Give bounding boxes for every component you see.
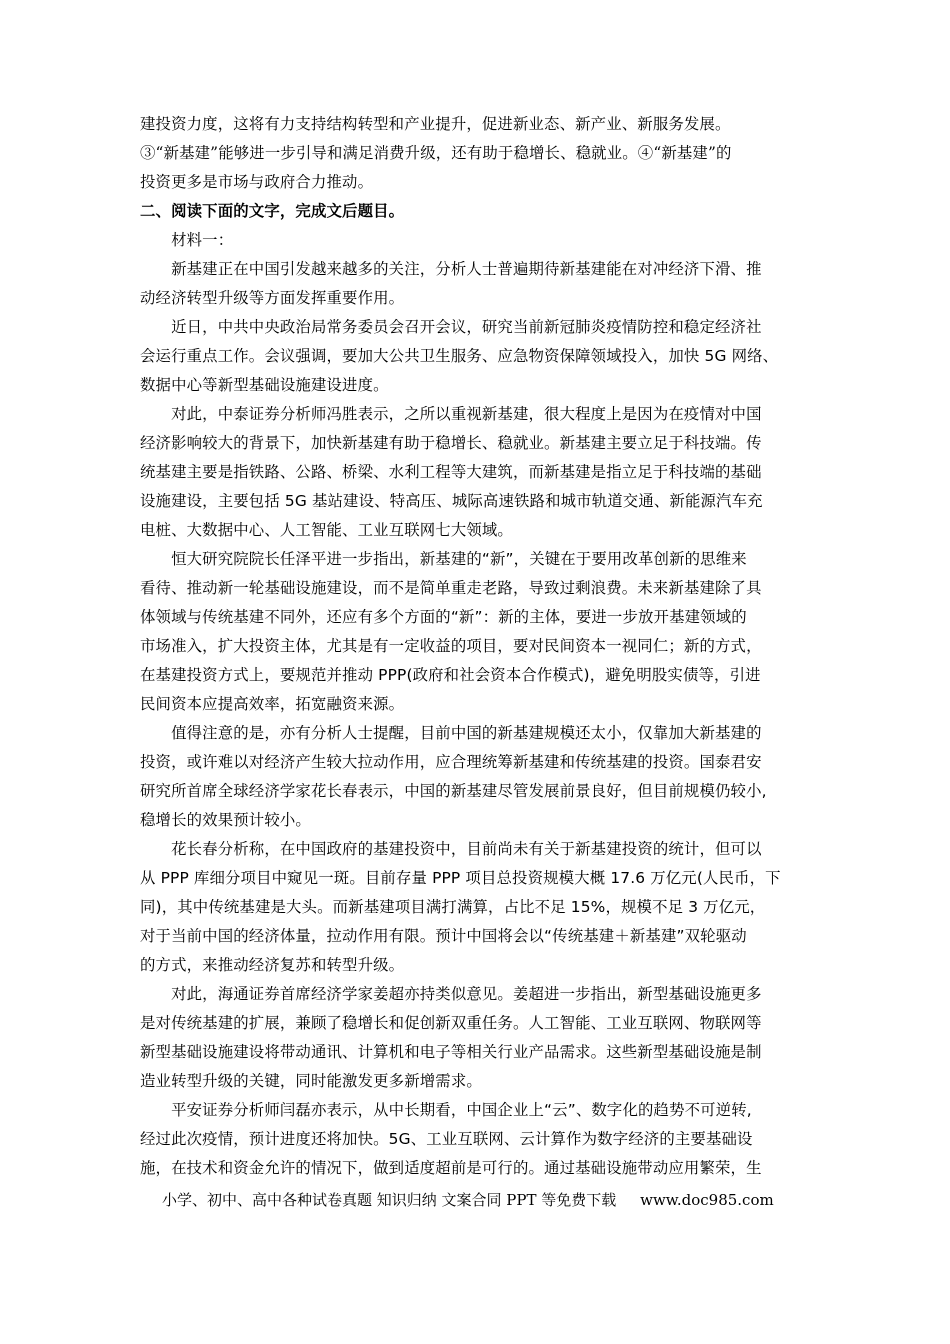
text-line: 动经济转型升级等方面发挥重要作用。 [140,289,405,307]
section-heading: 二、阅读下面的文字，完成文后题目。 [140,202,405,220]
text-line: 经济影响较大的背景下，加快新基建有助于稳增长、稳就业。新基建主要立足于科技端。传 [140,434,762,452]
text-line: 体领域与传统基建不同外，还应有多个方面的“新”：新的主体，要进一步放开基建领域的 [140,608,747,626]
text-line: 花长春分析称，在中国政府的基建投资中，目前尚未有关于新基建投资的统计，但可以 [140,840,762,858]
text-line: 投资更多是市场与政府合力推动。 [140,173,374,191]
material-label: 材料一： [140,231,234,249]
text-line: 研究所首席全球经济学家花长春表示，中国的新基建尽管发展前景良好，但目前规模仍较小, [140,782,767,800]
text-line: 值得注意的是，亦有分析人士提醒，目前中国的新基建规模还太小，仅靠加大新基建的 [140,724,762,742]
text-line: 对此，中泰证券分析师冯胜表示，之所以重视新基建，很大程度上是因为在疫情对中国 [140,405,762,423]
text-line: 会运行重点工作。会议强调，要加大公共卫生服务、应急物资保障领域投入，加快 5G 网络、 [140,347,779,365]
text-line: 设施建设，主要包括 5G 基站建设、特高压、城际高速铁路和城市轨道交通、新能源汽车充 [140,492,763,510]
text-line: 稳增长的效果预计较小。 [140,811,311,829]
text-line: 是对传统基建的扩展，兼顾了稳增长和促创新双重任务。人工智能、工业互联网、物联网等 [140,1014,762,1032]
text-line: 经过此次疫情，预计进度还将加快。5G、工业互联网、云计算作为数字经济的主要基础设 [140,1130,753,1148]
footer-text: 小学、初中、高中各种试卷真题 知识归纳 文案合同 PPT 等免费下载 [162,1191,617,1209]
text-line: 民间资本应提高效率，拓宽融资来源。 [140,695,405,713]
text-line: 在基建投资方式上，要规范并推动 PPP(政府和社会资本合作模式)，避免明股实债等，引进 [140,666,761,684]
document-body [140,110,812,1183]
text-line: ③“新基建”能够进一步引导和满足消费升级，还有助于稳增长、稳就业。④“新基建”的 [140,144,732,162]
text-line: 建投资力度，这将有力支持结构转型和产业提升，促进新业态、新产业、新服务发展。 [140,115,731,133]
text-line: 平安证券分析师闫磊亦表示，从中长期看，中国企业上“云”、数字化的趋势不可逆转, [140,1101,752,1119]
text-line: 对此，海通证券首席经济学家姜超亦持类似意见。姜超进一步指出，新型基础设施更多 [140,985,762,1003]
page-footer [162,1189,774,1211]
text-line: 造业转型升级的关键，同时能激发更多新增需求。 [140,1072,482,1090]
text-line: 数据中心等新型基础设施建设进度。 [140,376,389,394]
text-line: 看待、推动新一轮基础设施建设，而不是简单重走老路，导致过剩浪费。未来新基建除了具 [140,579,762,597]
text-line: 电桩、大数据中心、人工智能、工业互联网七大领域。 [140,521,513,539]
text-line: 施，在技术和资金允许的情况下，做到适度超前是可行的。通过基础设施带动应用繁荣，生 [140,1159,762,1177]
text-line: 新基建正在中国引发越来越多的关注，分析人士普遍期待新基建能在对冲经济下滑、推 [140,260,762,278]
text-line: 的方式，来推动经济复苏和转型升级。 [140,956,405,974]
text-line: 统基建主要是指铁路、公路、桥梁、水利工程等大建筑，而新基建是指立足于科技端的基础 [140,463,762,481]
text-line: 对于当前中国的经济体量，拉动作用有限。预计中国将会以“传统基建＋新基建”双轮驱动 [140,927,747,945]
text-line: 恒大研究院院长任泽平进一步指出，新基建的“新”，关键在于要用改革创新的思维来 [140,550,747,568]
text-line: 市场准入，扩大投资主体，尤其是有一定收益的项目，要对民间资本一视同仁；新的方式， [140,637,762,655]
text-line: 投资，或许难以对经济产生较大拉动作用，应合理统筹新基建和传统基建的投资。国泰君安 [140,753,762,771]
text-line: 从 PPP 库细分项目中窥见一斑。目前存量 PPP 项目总投资规模大概 17.6 万亿元(人民币，下 [140,869,781,887]
text-line: 新型基础设施建设将带动通讯、计算机和电子等相关行业产品需求。这些新型基础设施是制 [140,1043,762,1061]
text-line: 同)，其中传统基建是大头。而新基建项目满打满算，占比不足 15%，规模不足 3 万亿元， [140,898,766,916]
footer-url[interactable]: www.doc985.com [640,1191,774,1209]
text-line: 近日，中共中央政治局常务委员会召开会议，研究当前新冠肺炎疫情防控和稳定经济社 [140,318,762,336]
